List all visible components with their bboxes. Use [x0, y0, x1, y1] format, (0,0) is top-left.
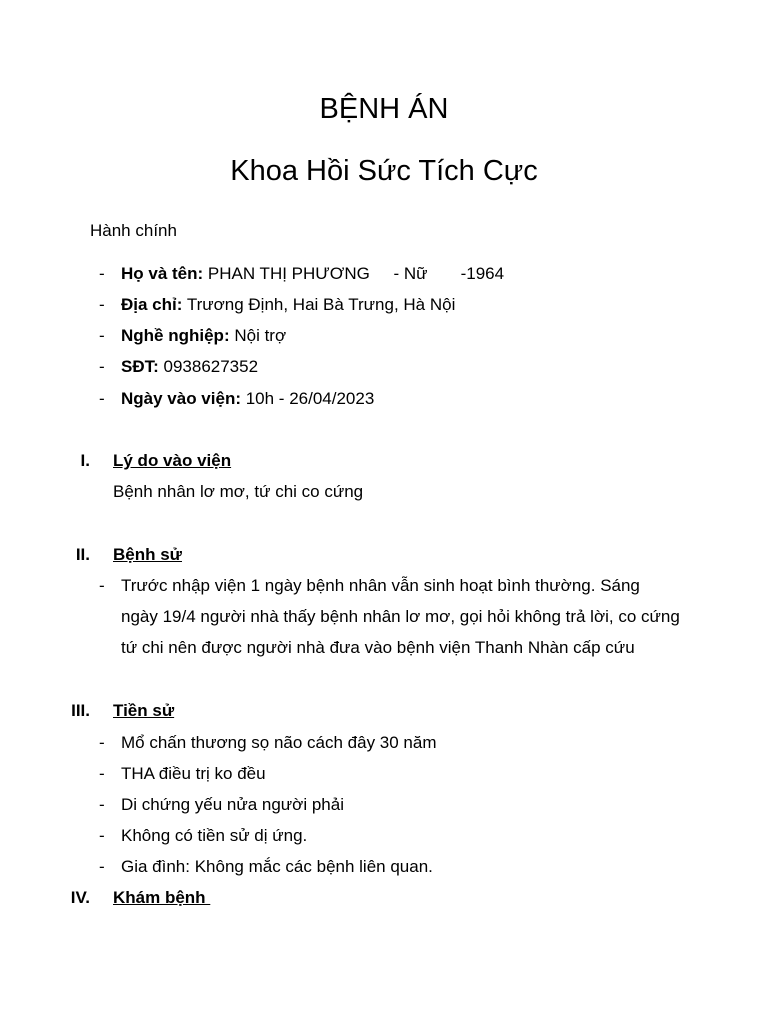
- section-reason-text: Bệnh nhân lơ mơ, tứ chi co cứng: [113, 482, 364, 501]
- item-label: Địa chỉ:: [121, 295, 183, 314]
- bullet: -: [99, 576, 105, 595]
- section-history-text: Trước nhập viện 1 ngày bệnh nhân vẫn sinh hoạt bình thường. Sáng ngày 19/4 người nhà thấy bệnh nhân lơ mơ, gọi hỏi không trả lời, co cứng tứ chi nên được người nhà đưa vào bệnh viện Thanh Nhàn cấp cứu: [121, 576, 680, 658]
- section-title: Tiền sử: [113, 701, 175, 720]
- item-label: SĐT:: [121, 357, 159, 376]
- section-number: II.: [75, 545, 90, 564]
- bullet: -: [99, 295, 105, 314]
- list-item-text: Gia đình: Không mắc các bệnh liên quan.: [121, 857, 433, 876]
- section-title: Lý do vào viện: [113, 451, 232, 470]
- item-value: 0938627352: [158, 357, 259, 376]
- bullet: -: [99, 795, 105, 814]
- item-value: PHAN THỊ PHƯƠNG - Nữ -1964: [203, 264, 505, 283]
- item-value: Nội trợ: [229, 326, 287, 345]
- list-item-text: Di chứng yếu nửa người phải: [121, 795, 344, 814]
- admin-heading: Hành chính: [90, 221, 177, 240]
- item-label: Họ và tên:: [121, 264, 204, 283]
- bullet: -: [99, 326, 105, 345]
- list-item-text: THA điều trị ko đều: [121, 764, 266, 783]
- list-item-text: Mổ chấn thương sọ não cách đây 30 năm: [121, 733, 437, 752]
- bullet: -: [99, 764, 105, 783]
- bullet: -: [99, 357, 105, 376]
- item-label: Nghề nghiệp:: [121, 326, 230, 345]
- item-value: Trương Định, Hai Bà Trưng, Hà Nội: [182, 295, 456, 314]
- section-number: IV.: [70, 888, 90, 907]
- document-subtitle: Khoa Hồi Sức Tích Cực: [230, 155, 538, 187]
- section-title: Bệnh sử: [113, 545, 182, 564]
- bullet: -: [99, 857, 105, 876]
- bullet: -: [99, 264, 105, 283]
- bullet: -: [99, 733, 105, 752]
- section-number: I.: [80, 451, 90, 470]
- bullet: -: [99, 826, 105, 845]
- item-label: Ngày vào viện:: [121, 389, 241, 408]
- bullet: -: [99, 389, 105, 408]
- document-title: BỆNH ÁN: [319, 93, 449, 125]
- section-number: III.: [71, 701, 90, 720]
- list-item-text: Không có tiền sử dị ứng.: [121, 826, 308, 845]
- item-value: 10h - 26/04/2023: [241, 389, 375, 408]
- section-title: Khám bệnh: [113, 888, 211, 907]
